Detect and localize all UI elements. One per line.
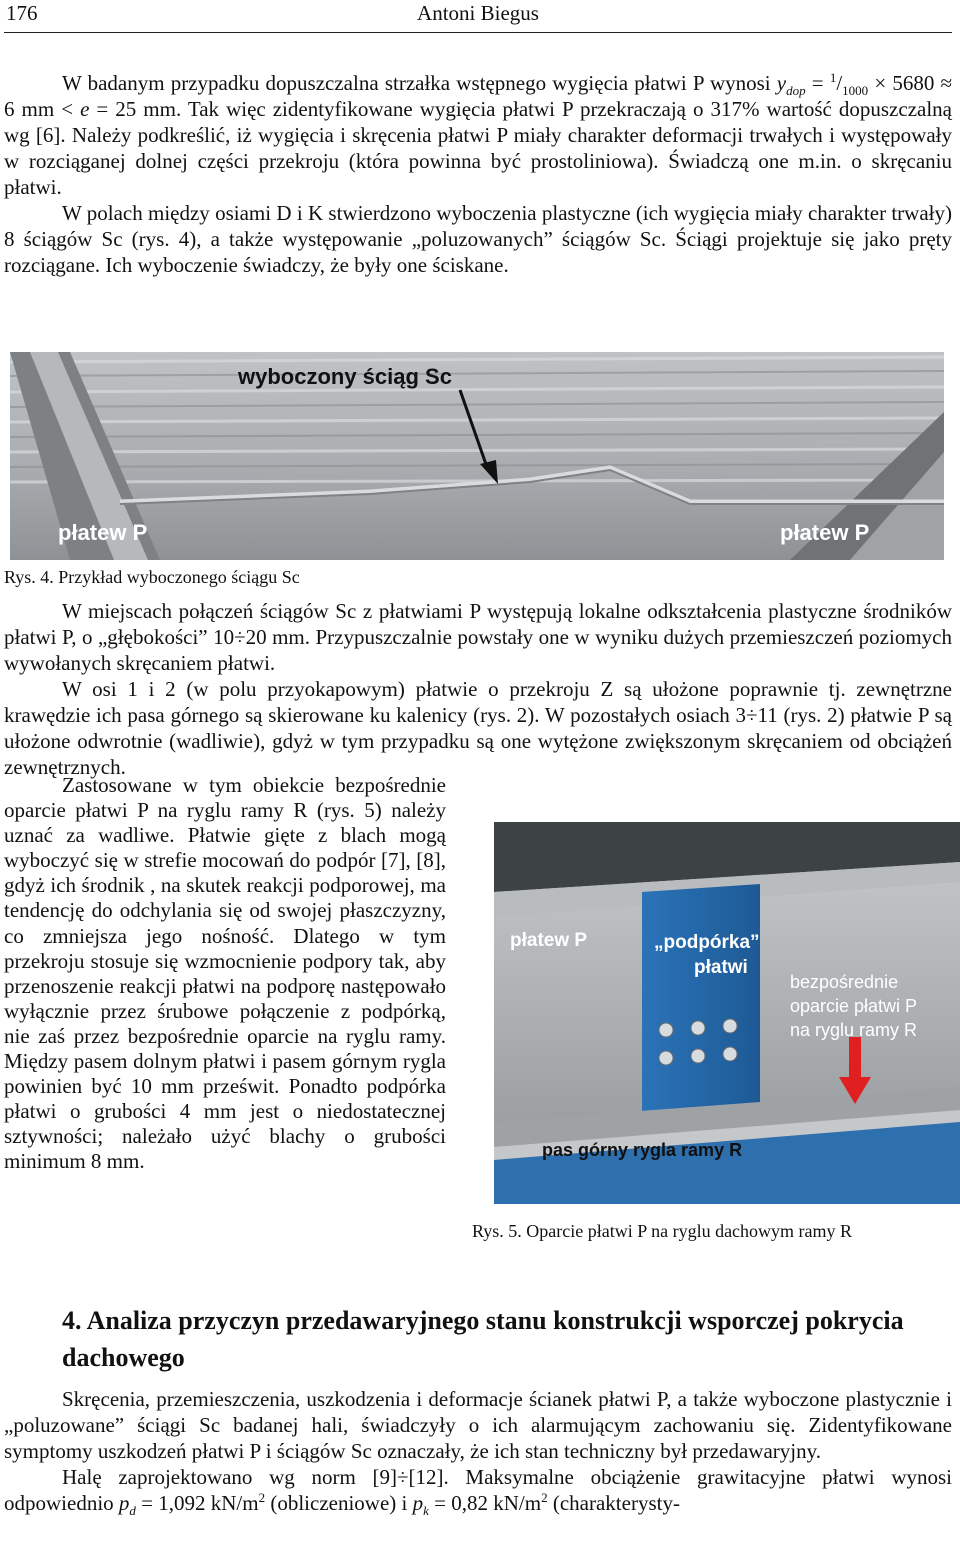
label-support-line-2: płatwi [694, 957, 748, 978]
label-support-line-1: „podpórka” [654, 932, 760, 953]
paragraph-4: W osi 1 i 2 (w polu przyokapowym) płatwie o przekroju Z są ułożone poprawnie tj. zewnętrzne krawędzie ich pasa górnego są skierowane ku kalenicy (rys. 2). W pozostałych osiach 3÷11 (rys. 2) płatwie P są ułożone odwrotnie (wadliwie), gdyż w tym przypadku są one wytężone zwiększonym skręcaniem od obciążeń zewnętrznych. [4, 677, 952, 779]
label-direct-bearing-1: bezpośrednie [790, 972, 899, 992]
label-direct-bearing-2: oparcie płatwi P [790, 996, 918, 1016]
section-title: Analiza przyczyn przedawaryjnego stanu konstrukcji wsporczej pokrycia dachowego [62, 1306, 904, 1372]
label-buckled-tie: wyboczony ściąg Sc [238, 364, 452, 389]
paragraph-1: W badanym przypadku dopuszczalna strzałka wstępnego wygięcia płatwi P wynosi $y_{dop} = ^1/_{1000} \times 5680 \approx 6$ mm < e = 25 mm. Tak więc zidentyfikowane wygięcia płatwi P przekraczają o 317% wartość dopuszczalną wg [6]. Należy podkreślić, iż wygięcia i skręcenia płatwi P miały charakter deformacji trwałych i występowały w rozciąganej dolnej części przekroju (która powinna być prostoliniowa). Świadczą one m.in. o skręcaniu płatwi. [4, 70, 953, 199]
paragraph-5-column [4, 773, 446, 1175]
paragraph-2: W polach między osiami D i K stwierdzono wyboczenia plastyczne (ich wygięcia miały charakter trwały) 8 ściągów Sc (rys. 4), a także występowanie „poluzowanych” ściągów Sc. Ściągi projektuje się jako pręty rozciągane. Ich wyboczenie świadczy, że były one ściskane. [4, 201, 952, 277]
paragraph-3: W miejscach połączeń ściągów Sc z płatwiami P występują lokalne odkształcenia plastyczne środników płatwi P, o „głębokości” 10÷20 mm. Przypuszczalnie powstały one w wyniku dużych przemieszczeń poziomych wywołanych skręcaniem płatwi. [4, 599, 952, 675]
page-header [4, 0, 952, 33]
body-text-middle [4, 598, 952, 780]
paragraph-7: Halę zaprojektowano wg norm [9]÷[12]. Maksymalne obciążenie grawitacyjne płatwi wynosi odpowiednio $p_d = 1,092$ $kN/m^2$ (obliczeniowe) i $p_k = 0,82$ $kN/m^2$ (charakterysty- [4, 1465, 952, 1519]
figure-4-photo [10, 352, 944, 560]
section-number: 4. [62, 1306, 82, 1335]
figure-5-photo [494, 822, 960, 1204]
label-purlin-left: płatew P [58, 520, 148, 545]
label-purlin: płatew P [510, 930, 588, 951]
section-heading [62, 1302, 940, 1376]
body-text-top [4, 70, 952, 278]
paragraph-6: Skręcenia, przemieszczenia, uszkodzenia i deformacje ścianek płatwi P, a także wyboczone plastycznie i „poluzowane” ściągi Sc badanej hali, świadczyły o ich alarmującym zachowaniu się. Zidentyfikowane symptomy uszkodzeń płatwi P i ściągów Sc oznaczały, że ich stan techniczny był przedawaryjny. [4, 1387, 952, 1463]
figure-5-caption: Rys. 5. Oparcie płatwi P na ryglu dachowym ramy R [472, 1221, 853, 1241]
label-purlin-right: płatew P [780, 520, 870, 545]
paragraph-5: Zastosowane w tym obiekcie bezpośrednie oparcie płatwi P na ryglu ramy R (rys. 5) należy uznać za wadliwe. Płatwie gięte z blach mogą wyboczyć się w strefie mocowań do podpór [7], [8], gdyż ich środnik , na skutek reakcji podporowej, ma tendencję do odchylania się od swojej płaszczyzny, co zmniejsza jego nośność. Dlatego w tym przekroju stosuje się wzmocnienie podpory tak, aby przenoszenie reakcji płatwi na podporę następowało wyłącznie przez śrubowe połączenie z podpórką, nie zaś przez bezpośrednie oparcie na ryglu ramy. Między pasem dolnym płatwi i pasem górnym rygla powinien być 10 mm prześwit. Ponadto podpórka płatwi o grubości 4 mm jest o niedostatecznej sztywności; należało użyć blachy o grubości minimum 8 mm. [4, 773, 446, 1174]
figure-4-caption: Rys. 4. Przykład wyboczonego ściągu Sc [4, 567, 300, 587]
label-rafter-flange: pas górny rygla ramy R [542, 1140, 743, 1160]
running-author: Antoni Biegus [417, 1, 539, 25]
body-text-bottom [4, 1386, 952, 1519]
label-direct-bearing-3: na ryglu ramy R [790, 1020, 918, 1040]
page-number: 176 [6, 1, 38, 25]
